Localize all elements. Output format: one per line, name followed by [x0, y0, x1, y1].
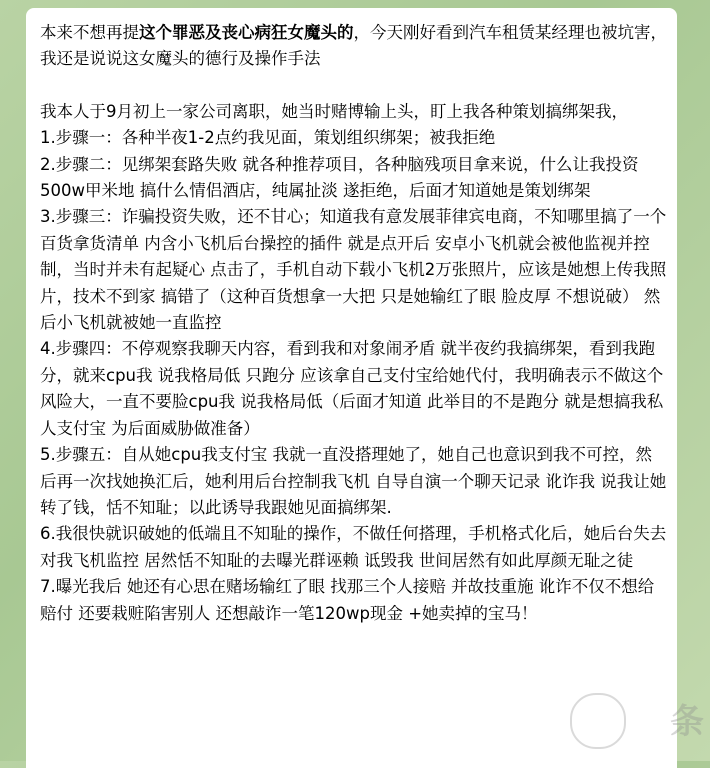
intro-text-end: ，今天刚好看到汽车租赁某经理也被坑害，我还是说说这女魔头的德行及操作手法: [40, 23, 667, 69]
step-3: 3.步骤三：诈骗投资失败，还不甘心；知道我有意发展菲律宾电商，不知哪里搞了一个百货拿货清单 内含小飞机后台操控的插件 就是点开后 安卓小飞机就会被他监视并控制，当时并未有起疑心 点击了，手机自动下载小飞机2万张照片，应该是她想上传我照片，技术不到家 搞错了（这种百货想拿一大把 只是她输红了眼 脸皮厚 不想说破） 然后小飞机就被她一直监控: [40, 207, 667, 333]
message-bubble: [26, 8, 677, 768]
step-2: 2.步骤二：见绑架套路失败 就各种推荐项目，各种脑残项目拿来说，什么让我投资500w甲米地 搞什么情侣酒店，纯属扯淡 遂拒绝，后面才知道她是策划绑架: [40, 154, 639, 201]
step-5: 5.步骤五：自从她cpu我支付宝 我就一直没搭理她了，她自己也意识到我不可控，然后再一次找她换汇后，她利用后台控制我飞机 自导自演一个聊天记录 讹诈我 说我让她转了钱，恬不知耻；以此诱导我跟她见面搞绑架.: [40, 445, 667, 517]
step-7: 7.曝光我后 她还有心思在赌场输红了眼 找那三个人接赔 并故技重施 讹诈不仅不想给赔付 还要栽赃陷害别人 还想敲诈一笔120wp现金 +她卖掉的宝马！: [40, 577, 655, 623]
intro-text-start: 本来不想再提: [40, 23, 139, 42]
step-1: 1.步骤一：各种半夜1-2点约我见面，策划组织绑架；被我拒绝: [40, 128, 496, 148]
background-paragraph: 我本人于9月初上一家公司离职，她当时赌博输上头，盯上我各种策划搞绑架我，: [40, 101, 628, 121]
step-6: 6.我很快就识破她的低端且不知耻的操作，不做任何搭理，手机格式化后，她后台失去对我飞机监控 居然恬不知耻的去曝光群诬赖 诋毁我 世间居然有如此厚颜无耻之徒: [40, 524, 667, 570]
step-4: 4.步骤四：不停观察我聊天内容，看到我和对象闹矛盾 就半夜约我搞绑架，看到我跑分，就来cpu我 说我格局低 只跑分 应该拿自己支付宝给她代付，我明确表示不做这个 风险大，一直不要脸cpu我 说我格局低（后面才知道 此举目的不是跑分 就是想搞我私人支付宝 为后面威胁做准备）: [40, 339, 664, 438]
watermark-logo-icon: [570, 693, 626, 749]
intro-bold-text: 这个罪恶及丧心病狂女魔头的: [139, 23, 354, 42]
blank-line: [40, 73, 667, 99]
watermark-glyph: 条: [670, 702, 704, 742]
intro-paragraph: [40, 20, 667, 73]
